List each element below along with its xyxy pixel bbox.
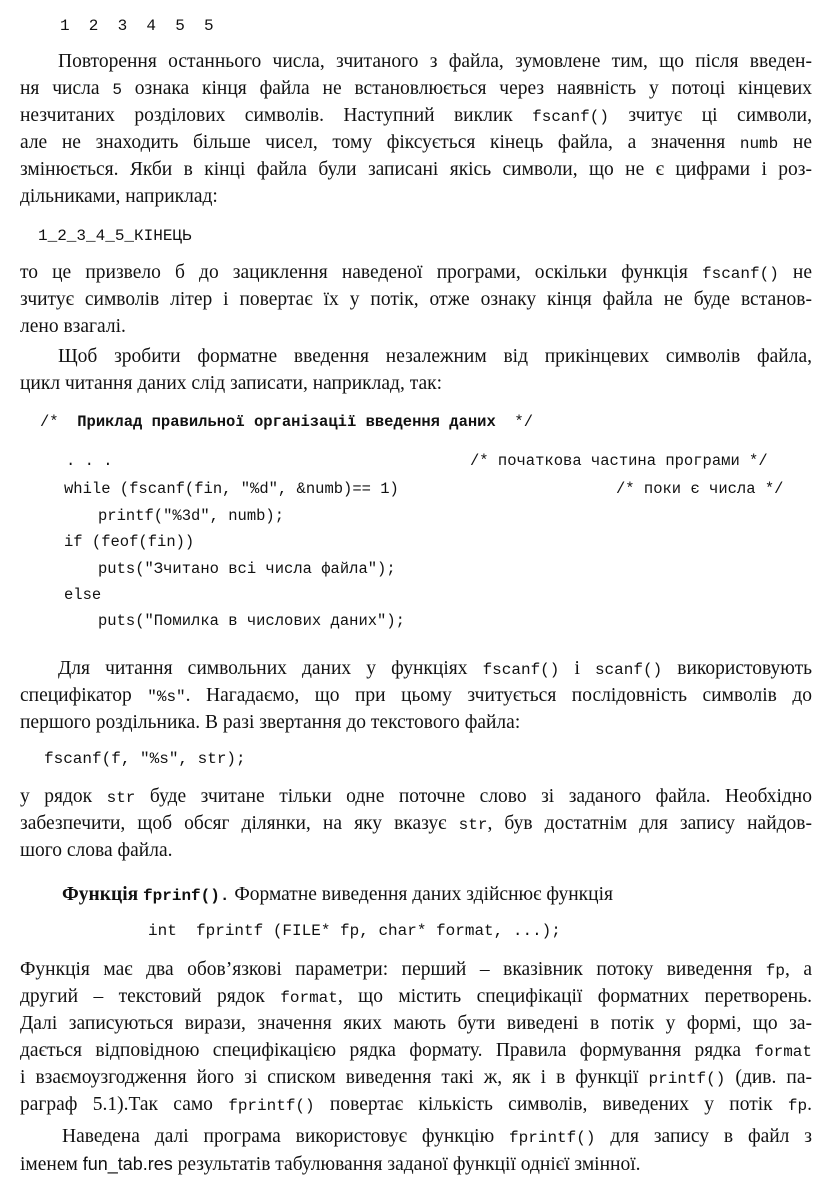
paragraph-1-line-3: незчитаних розділових символів. Наступний виклик fscanf() зчитує ці символи, <box>20 105 812 126</box>
paragraph-1-line-6: дільниками, наприклад: <box>20 186 218 207</box>
paragraph-2-line-3: лено взагалі. <box>20 316 126 337</box>
paragraph-5-line-3: шого слова файла. <box>20 840 173 861</box>
paragraph-3-line-1: Щоб зробити форматне введення незалежним від прикінцевих символів файла, <box>58 346 812 367</box>
number-sequence: 1 2 3 4 5 5 <box>60 17 214 35</box>
paragraph-6-line-5: і взаємоузгодження його зі списком виведення такі ж, як і в функції printf() (див. па- <box>20 1067 812 1088</box>
paragraph-1-line-4: але не знаходить більше чисел, тому фіксується кінець файла, а значення numb не <box>20 132 812 153</box>
paragraph-6-line-3: Далі записуються вирази, значення яких мають бути виведені в потік у формі, що за- <box>20 1013 812 1034</box>
code-line-4: if (feof(fin)) <box>64 533 195 551</box>
example-line: 1_2_3_4_5_КІНЕЦЬ <box>38 227 192 245</box>
paragraph-4-line-1: Для читання символьних даних у функціях fscanf() і scanf() використовують <box>58 658 812 679</box>
paragraph-1-line-1: Повторення останнього числа, зчитаного з файла, зумовлене тим, що після введен- <box>58 51 812 72</box>
paragraph-7-line-2: іменем fun_tab.res результатів табулювання заданої функції однієї змінної. <box>20 1154 641 1175</box>
code-line-6: else <box>64 586 102 604</box>
paragraph-6-line-1: Функція має два обов’язкові параметри: перший – вказівник потоку виведення fp, а <box>20 959 812 980</box>
paragraph-7-line-1: Наведена далі програма використовує функцію fprintf() для запису в файл з <box>62 1126 812 1147</box>
code-line-5: puts("Зчитано всі числа файла"); <box>98 560 396 578</box>
code-line-2: while (fscanf(fin, "%d", &numb)== 1) <box>64 480 399 498</box>
paragraph-1-line-2: ня числа 5 ознака кінця файла не встановлюється через наявність у потоці кінцевих <box>20 78 812 99</box>
paragraph-4-line-3: першого роздільника. В разі звертання до текстового файла: <box>20 712 521 733</box>
code-line-2-comment: /* поки є числа */ <box>616 480 784 498</box>
code-line-3: printf("%3d", numb); <box>98 507 285 525</box>
code-line-1-comment: /* початкова частина програми */ <box>470 452 768 470</box>
section-heading: Функція fprinf(). Форматне виведення даних здійснює функція <box>62 884 613 905</box>
paragraph-3-line-2: цикл читання даних слід записати, наприклад, так: <box>20 373 443 394</box>
paragraph-6-line-4: дається відповідною специфікацією рядка формату. Правила формування рядка format <box>20 1040 812 1061</box>
paragraph-2-line-1: то це призвело б до зациклення наведеної програми, оскільки функція fscanf() не <box>20 262 812 283</box>
code-line-7: puts("Помилка в числових даних"); <box>98 612 405 630</box>
paragraph-5-line-1: у рядок str буде зчитане тільки одне поточне слово зі заданого файла. Необхідно <box>20 786 812 807</box>
code-line-1: . . . <box>66 452 113 470</box>
function-prototype: int fprintf (FILE* fp, char* format, ...); <box>148 922 561 940</box>
code-comment-title: /* Приклад правильної організації введення даних */ <box>40 413 534 431</box>
paragraph-2-line-2: зчитує символів літер і повертає їх у потік, отже ознаку кінця файла не буде встанов- <box>20 289 812 310</box>
paragraph-5-line-2: забезпечити, щоб обсяг ділянки, на яку вказує str, був достатнім для запису найдов- <box>20 813 812 834</box>
code-fscanf-example: fscanf(f, "%s", str); <box>44 750 246 768</box>
paragraph-4-line-2: специфікатор "%s". Нагадаємо, що при цьому зчитується послідовність символів до <box>20 685 813 706</box>
paragraph-6-line-6: раграф 5.1).Так само fprintf() повертає кількість символів, виведених у потік fp. <box>20 1094 812 1115</box>
paragraph-6-line-2: другий – текстовий рядок format, що містить специфікації форматних перетворень. <box>20 986 812 1007</box>
paragraph-1-line-5: змінюється. Якби в кінці файла були записані якісь символи, що не є цифрами і роз- <box>20 159 812 180</box>
